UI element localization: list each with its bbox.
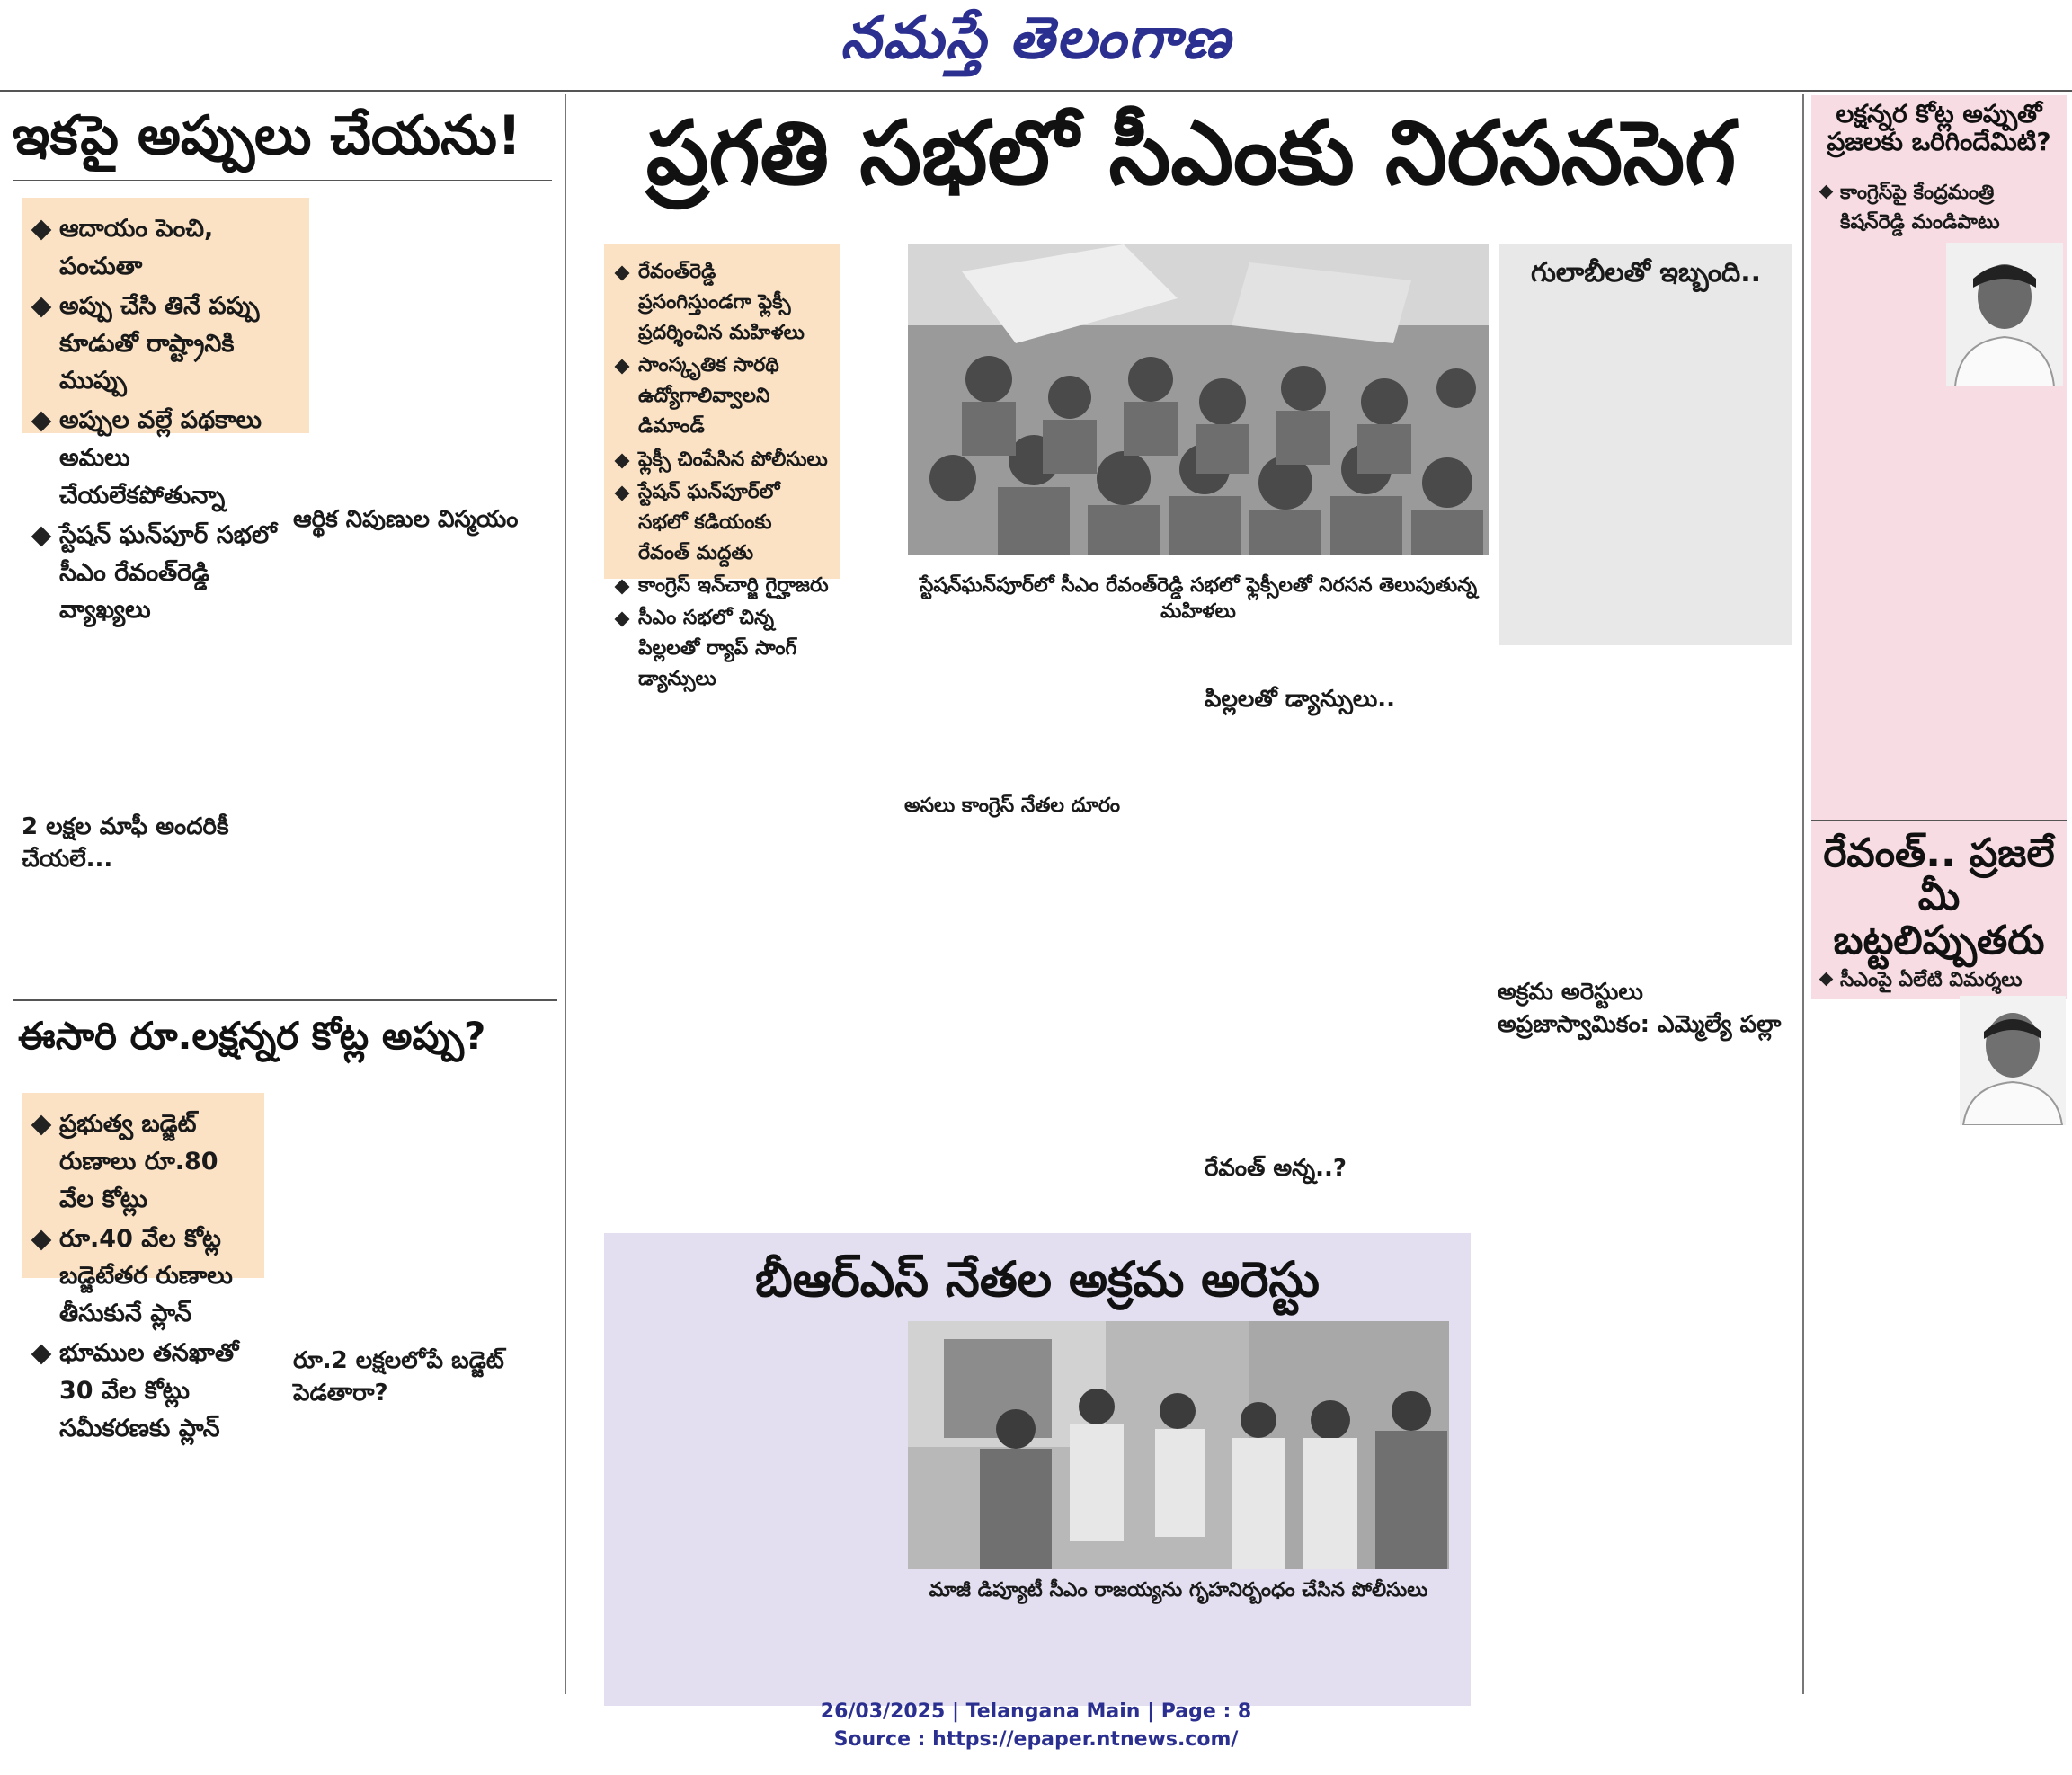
gulabi-box-headline: గులాబీలతో ఇబ్బంది.. <box>1530 257 1762 288</box>
bullet-item: రూ.40 వేల కోట్ల బడ్జెటేతర రుణాలు తీసుకునే ప్లాన్ <box>34 1220 253 1334</box>
left-lower-headline: ఈసారి రూ.లక్షన్నర కోట్ల అప్పు? <box>18 1014 486 1058</box>
bullet-item: కాంగ్రెస్ ఇన్‌చార్జి గైర్హాజరు <box>617 571 829 601</box>
brs-story-headline: బీఆర్ఎస్ నేతల అక్రమ అరెస్టు <box>755 1251 1320 1308</box>
bullet-icon <box>1819 972 1834 987</box>
center-subhead-3: రేవంత్ అన్న..? <box>1205 1155 1347 1182</box>
eleti-photo <box>1960 996 2066 1125</box>
bullet-item: సీఎం సభలో చిన్న పిల్లలతో ర్యాప్ సాంగ్ డ్యాన్సులు <box>617 603 829 695</box>
column-divider <box>565 94 566 1694</box>
bullet-item: స్టేషన్ ఘన్‌పూర్‌లో సభలో కడియంకు రేవంత్ మద్దతు <box>617 477 829 569</box>
footer-date-line: 26/03/2025 | Telangana Main | Page : 8 <box>820 1700 1252 1723</box>
bullet-icon <box>615 579 630 594</box>
revanth-story-bullet: సీఎంపై ఏలేటి విమర్శలు <box>1818 965 2062 995</box>
bullet-icon <box>1819 185 1834 200</box>
revanth-story-headline: రేవంత్.. ప్రజలే మీ బట్టలిప్పుతరు <box>1823 830 2055 963</box>
bullet-item: ప్రభుత్వ బడ్జెట్ రుణాలు రూ.80 వేల కోట్లు <box>34 1105 253 1219</box>
protest-photo-image <box>908 244 1489 555</box>
right-middle-subhead: అక్రమ అరెస్టులు అప్రజాస్వామికం: ఎమ్మెల్యే పల్లా <box>1498 979 1782 1039</box>
masthead-rule <box>0 90 2072 92</box>
bullet-item: స్టేషన్ ఘన్‌పూర్ సభలో సీఎం రేవంత్‌రెడ్డి వ్యాఖ్యలు <box>34 517 298 630</box>
masthead <box>0 0 2072 90</box>
bullet-item: అప్పు చేసి తినే పప్పు కూడుతో రాష్ట్రానికి ముప్పు <box>34 288 298 401</box>
bullet-icon <box>615 453 630 468</box>
section-rule <box>13 999 557 1001</box>
bullet-item: ఆదాయం పెంచి, పంచుతా <box>34 210 298 286</box>
bullet-icon <box>31 297 52 317</box>
center-story-bullets <box>604 244 840 691</box>
bullet-item: సాంస్కృతిక సారథి ఉద్యోగాలివ్వాలని డిమాండ్ <box>617 351 829 442</box>
bullet-icon <box>31 412 52 432</box>
headline-rule <box>13 180 552 181</box>
kishan-reddy-photo <box>1946 243 2063 386</box>
left-lower-subhead: రూ.2 లక్షలలోపే బడ్జెట్ పెడతారా? <box>293 1347 504 1407</box>
left-lower-bullets <box>22 1093 264 1442</box>
column-divider <box>1802 94 1804 1694</box>
bullet-icon <box>615 612 630 627</box>
left-story-subhead-2: 2 లక్షల మాఫీ అందరికీ చేయలే... <box>22 813 229 874</box>
bullet-item: భూముల తనఖాతో 30 వేల కోట్లు సమీకరణకు ప్లాన్ <box>34 1335 253 1448</box>
bullet-icon <box>31 1115 52 1136</box>
bullet-item: ఫ్లెక్సీ చింపేసిన పోలీసులు <box>617 445 829 475</box>
bullet-item: రేవంత్‌రెడ్డి ప్రసంగిస్తుండగా ఫ్లెక్సీ ప్రదర్శించిన మహిళలు <box>617 257 829 349</box>
bullet-icon <box>31 1229 52 1250</box>
page-footer <box>0 1699 2072 1754</box>
center-subhead-2: పిల్లలతో డ్యాన్సులు.. <box>1205 686 1396 713</box>
bullet-icon <box>31 526 52 546</box>
protest-photo <box>908 244 1489 555</box>
eleti-portrait-image <box>1960 996 2066 1125</box>
masthead-title: నమస్తే తెలంగాణ <box>840 4 1232 72</box>
bullet-icon <box>615 359 630 375</box>
left-story-subhead-1: ఆర్థిక నిపుణుల విస్మయం <box>293 506 519 533</box>
kishan-story-headline: లక్షన్నర కోట్ల అప్పుతో ప్రజలకు ఒరిగిందేమిటి? <box>1827 99 2051 156</box>
kishan-reddy-portrait-image <box>1946 243 2063 386</box>
section-rule <box>1811 820 2067 821</box>
main-headline: ప్రగతి సభలో సీఎంకు నిరసనసెగ <box>645 102 1737 205</box>
left-story-headline: ఇకపై అప్పులు చేయను! <box>13 104 522 167</box>
bullet-item: అప్పుల వల్లే పథకాలు అమలు చేయలేకపోతున్నా <box>34 402 298 515</box>
footer-source-link[interactable]: Source : https://epaper.ntnews.com/ <box>833 1727 1239 1751</box>
bullet-icon <box>31 220 52 241</box>
bullet-icon <box>31 1345 52 1365</box>
left-story-bullets <box>22 198 309 625</box>
arrest-photo-image <box>908 1321 1449 1569</box>
arrest-photo <box>908 1321 1449 1569</box>
kishan-story-bullet: కాంగ్రెస్‌పై కేంద్రమంత్రి కిషన్‌రెడ్డి మండిపాటు <box>1818 178 2062 237</box>
arrest-photo-caption: మాజీ డిప్యూటీ సీఎం రాజయ్యను గృహనిర్బంధం చేసిన పోలీసులు <box>929 1579 1428 1602</box>
protest-photo-caption: స్టేషన్‌ఘన్‌పూర్‌లో సీఎం రేవంత్‌రెడ్డి సభలో ఫ్లెక్సీలతో నిరసన తెలుపుతున్న మహిళలు <box>919 574 1478 623</box>
bullet-icon <box>615 485 630 501</box>
bullet-icon <box>615 266 630 281</box>
center-subhead-1: అసలు కాంగ్రెస్ నేతల దూరం <box>904 794 1121 817</box>
gulabi-box <box>1499 244 1792 645</box>
